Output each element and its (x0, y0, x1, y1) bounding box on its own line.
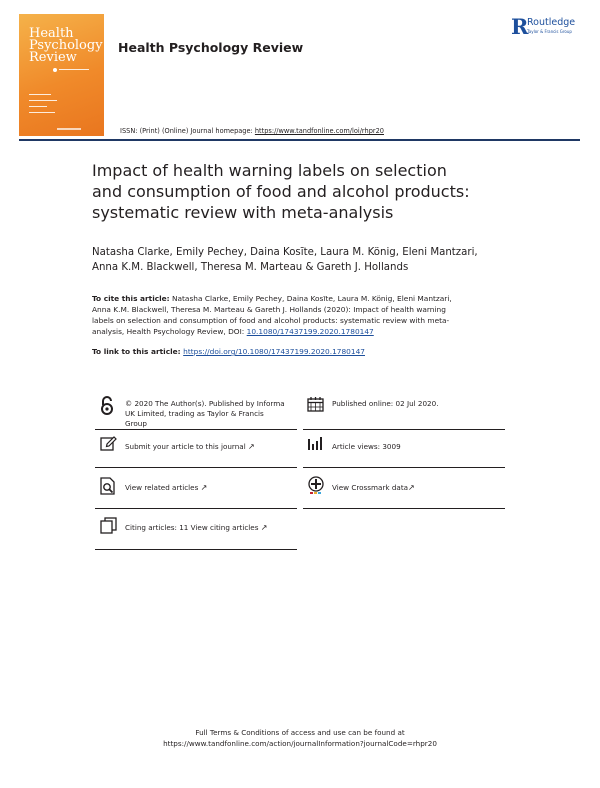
publisher-tagline: Taylor & Francis Group (527, 29, 572, 34)
license-line: UK Limited, trading as Taylor & Francis (125, 409, 264, 418)
license-line: © 2020 The Author(s). Published by Informa (125, 399, 285, 408)
article-views: Article views: 3009 (332, 442, 401, 451)
cover-decoration (59, 69, 89, 70)
publisher-name: Routledge (527, 17, 576, 28)
grid-divider (95, 429, 297, 430)
citation-block (92, 293, 512, 337)
grid-divider (303, 467, 505, 468)
footer-terms (0, 727, 600, 749)
view-related-articles-link[interactable] (125, 483, 207, 493)
author-line: Natasha Clarke, Emily Pechey, Daina Kosīte, Laura M. König, Eleni Mantzari, (92, 247, 478, 258)
journal-cover-image (19, 14, 104, 136)
citation-line (92, 326, 512, 337)
article-title (92, 160, 502, 223)
cover-decoration (29, 94, 51, 95)
citing-articles-icon (100, 517, 117, 534)
footer-line: Full Terms & Conditions of access and use can be found at (195, 728, 405, 737)
author-list (92, 245, 532, 275)
article-title-line: systematic review with meta-analysis (92, 203, 394, 222)
cover-decoration (29, 106, 47, 107)
citing-articles-label: Citing articles: 11 View citing articles (125, 523, 259, 532)
cover-title-line: Health (29, 26, 74, 41)
article-title-line: Impact of health warning labels on selection (92, 161, 447, 180)
citation-line (92, 293, 512, 304)
routledge-r-icon: R (511, 14, 529, 39)
calendar-icon (307, 396, 324, 412)
related-articles-icon (100, 477, 116, 495)
author-line: Anna K.M. Blackwell, Theresa M. Marteau & Gareth J. Hollands (92, 262, 409, 273)
external-link-icon: ↗ (260, 523, 268, 532)
footer-terms-link[interactable]: https://www.tandfonline.com/action/journalInformation?journalCode=rhpr20 (163, 739, 437, 748)
citation-line: Anna K.M. Blackwell, Theresa M. Marteau & Gareth J. Hollands (2020): Impact of health warning (92, 305, 446, 314)
cover-decoration (57, 128, 81, 130)
crossmark-icon (307, 476, 325, 496)
citation-text: Natasha Clarke, Emily Pechey, Daina Kosīte, Laura M. König, Eleni Mantzari, (169, 294, 452, 303)
submit-article-label: Submit your article to this journal (125, 442, 246, 451)
grid-divider (303, 508, 505, 509)
crossmark-label: View Crossmark data (332, 483, 409, 492)
cover-decoration (29, 100, 57, 101)
link-label: To link to this article: (92, 347, 184, 356)
article-link-line (92, 347, 365, 356)
cover-decoration (29, 112, 55, 113)
journal-title[interactable]: Health Psychology Review (118, 40, 304, 55)
license-line: Group (125, 419, 147, 428)
submit-article-link[interactable] (125, 442, 255, 452)
cover-decoration (53, 68, 57, 72)
grid-divider (95, 508, 297, 509)
issn-label: ISSN: (Print) (Online) Journal homepage: (120, 127, 255, 135)
citation-label: To cite this article: (92, 294, 170, 303)
grid-divider (95, 467, 297, 468)
cover-title-line: Review (29, 50, 77, 65)
article-title-line: and consumption of food and alcohol products: (92, 182, 470, 201)
citation-text: analysis, Health Psychology Review, DOI: (92, 327, 247, 336)
published-date: Published online: 02 Jul 2020. (332, 399, 439, 408)
edit-pencil-icon (100, 435, 117, 451)
grid-divider (95, 549, 297, 550)
citation-line: labels on selection and consumption of food and alcohol products: systematic review with meta- (92, 316, 450, 325)
header-divider (19, 139, 580, 141)
external-link-icon: ↗ (408, 483, 415, 492)
external-link-icon: ↗ (200, 483, 208, 492)
related-articles-label: View related articles (125, 483, 199, 492)
bar-chart-icon (307, 436, 324, 451)
external-link-icon: ↗ (248, 442, 255, 451)
open-access-icon (100, 396, 114, 416)
license-statement (125, 399, 305, 429)
journal-homepage-link[interactable]: https://www.tandfonline.com/loi/rhpr20 (254, 127, 384, 135)
cover-title (29, 26, 103, 65)
cover-title-line: Psychology (29, 38, 103, 53)
view-citing-articles-link[interactable] (125, 523, 267, 533)
publisher-logo (511, 16, 591, 40)
view-crossmark-link[interactable] (332, 483, 415, 493)
grid-divider (303, 429, 505, 430)
issn-line (120, 127, 384, 135)
article-doi-url[interactable]: https://doi.org/10.1080/17437199.2020.1780147 (183, 347, 365, 356)
doi-link[interactable]: 10.1080/17437199.2020.1780147 (246, 327, 374, 336)
